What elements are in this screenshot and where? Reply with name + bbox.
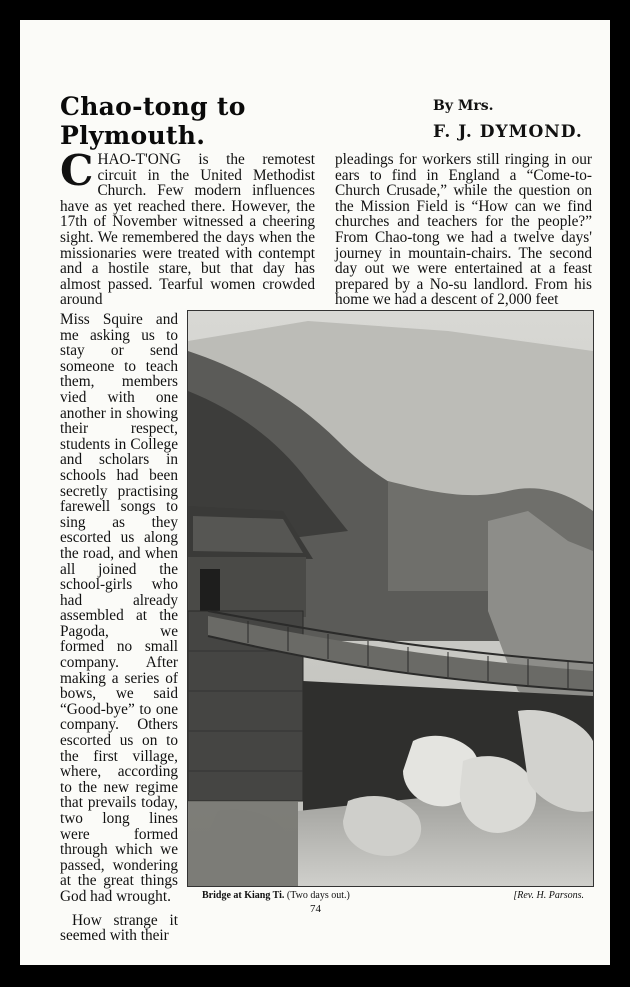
caption-title: Bridge at Kiang Ti.	[202, 890, 285, 901]
left-column-text: HAO-T'ONG is the remotest circuit in the United Methodist Church. Few modern influences have as yet reached there. However, the 17th of November witnessed a cheering sight. We remembered the days when the missionaries were treated with contempt and a hostile stare, but that day has almost passed. Tearful women crowded around	[60, 151, 315, 309]
right-column-text: pleadings for workers still ringing in our ears to find in England a “Come-to-Church Crusade,” while the question on the Mission Field is “How can we find churches and teachers for the people?” From Chao-tong we had a twelve days' journey in mountain-chairs. The second day out we were entertained at a feast prepared by a No-su landlord. From his home we had a descent of 2,000 feet	[335, 151, 592, 309]
narrow-column-text-2: How strange it seemed with their	[60, 911, 178, 945]
narrow-column	[60, 312, 178, 944]
photo-credit: [Rev. H. Parsons.	[513, 890, 584, 901]
author-name: F. J. DYMOND.	[433, 122, 583, 142]
title-line-2: Plymouth.	[60, 121, 206, 150]
article-title	[60, 92, 246, 150]
title-line-1: Chao-tong to	[60, 92, 246, 121]
bridge-photograph	[187, 310, 594, 887]
caption-note: (Two days out.)	[286, 890, 350, 901]
left-column	[60, 146, 315, 309]
right-column	[335, 152, 592, 308]
photo-caption	[202, 890, 594, 901]
magazine-page	[20, 20, 610, 965]
narrow-column-text: Miss Squire and me asking us to stay or send someone to teach them, members vied with one another in showing their respect, students in College and scholars in schools had been secretly practising farewell songs to sing as they escorted us along the road, and when all joined the school-girls who had already assembled at the Pagoda, we formed no small company. After making a series of bows, we said “Good-bye” to one company. Others escorted us on to the first village, where, according to the new regime that prevails today, two long lines were formed through which we passed, wondering at the great things God had wrought.	[60, 311, 178, 905]
drop-cap: C	[60, 146, 94, 195]
page-number: 74	[310, 903, 321, 915]
byline	[433, 98, 583, 142]
byline-prefix: By Mrs.	[433, 98, 494, 114]
